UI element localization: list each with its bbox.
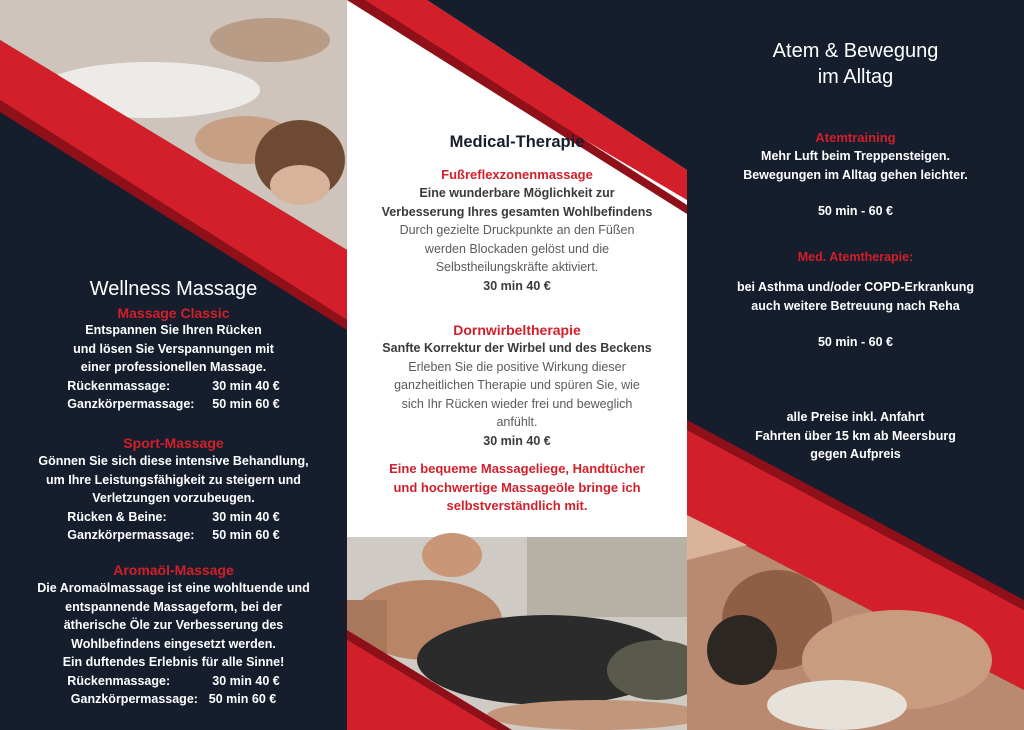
sport-line: Verletzungen vorzubeugen. — [92, 491, 255, 505]
aroma-line: ätherische Öle zur Verbesserung des — [63, 618, 284, 632]
classic-line: Entspannen Sie Ihren Rücken — [85, 323, 262, 337]
med-atem-section — [687, 248, 1024, 352]
fuss-price: 30 min 40 € — [483, 278, 551, 293]
classic-line: und lösen Sie Verspannungen mit — [73, 341, 274, 356]
info-line: Fahrten über 15 km ab Meersburg — [755, 428, 956, 443]
medical-heading: Medical-Therapie — [449, 133, 585, 151]
info-line: gegen Aufpreis — [810, 447, 901, 461]
fuss-title: Fußreflexzonenmassage — [441, 167, 593, 182]
aroma-line: entspannende Massageform, bei der — [65, 599, 282, 614]
atem-heading — [687, 38, 1024, 90]
aroma-line: Die Aromaölmassage ist eine wohltuende und — [37, 581, 310, 595]
dorn-title: Dornwirbeltherapie — [453, 322, 581, 338]
atemtraining-line: Mehr Luft beim Treppensteigen. — [761, 149, 950, 163]
right-background-graphic — [687, 0, 1024, 730]
fuss-bold-line: Eine wunderbare Möglichkeit zur — [419, 186, 615, 200]
sport-price-row: Rücken & Beine: 30 min 40 € — [67, 509, 280, 524]
middle-panel — [347, 0, 687, 730]
atem-heading-line: Atem & Bewegung — [772, 40, 939, 62]
note-line: Eine bequeme Massageliege, Handtücher — [389, 461, 645, 476]
sport-title: Sport-Massage — [123, 435, 224, 451]
dorn-line: ganzheitlichen Therapie und spüren Sie, wie — [394, 378, 640, 392]
note-line: und hochwertige Massageöle bringe ich — [393, 479, 641, 495]
classic-line: einer professionellen Massage. — [80, 360, 267, 374]
dorn-line: sich Ihr Rücken wieder frei und beweglich — [401, 396, 633, 411]
sport-line: Gönnen Sie sich diese intensive Behandlung, — [38, 454, 309, 468]
left-panel — [0, 0, 347, 730]
classic-title: Massage Classic — [117, 305, 230, 321]
dorn-line: Erleben Sie die positive Wirkung dieser — [408, 359, 626, 374]
aroma-price-row: Ganzkörpermassage: 50 min 60 € — [70, 692, 277, 706]
right-panel — [687, 0, 1024, 730]
med-atem-line: auch weitere Betreuung nach Reha — [751, 298, 960, 313]
med-atem-price: 50 min - 60 € — [817, 335, 894, 349]
aroma-line: Wohlbefindens eingesetzt werden. — [71, 636, 276, 651]
note-line: selbstverständlich mit. — [446, 498, 588, 513]
atemtraining-line: Bewegungen im Alltag gehen leichter. — [743, 167, 968, 182]
atemtraining-section — [687, 129, 1024, 221]
info-line: alle Preise inkl. Anfahrt — [786, 410, 925, 424]
sport-section — [0, 435, 347, 545]
fuss-line: Selbstheilungskräfte aktiviert. — [435, 260, 599, 274]
atem-heading-line: im Alltag — [817, 66, 894, 88]
dorn-price: 30 min 40 € — [483, 433, 551, 448]
atemtraining-title: Atemtraining — [815, 130, 896, 145]
fuss-line: Durch gezielte Druckpunkte an den Füßen — [399, 223, 635, 237]
info-section — [687, 408, 1024, 464]
classic-price-row: Ganzkörpermassage: 50 min 60 € — [67, 397, 280, 411]
aroma-section — [0, 562, 347, 709]
classic-price-row: Rückenmassage: 30 min 40 € — [67, 378, 280, 393]
fuss-bold-line: Verbesserung Ihres gesamten Wohlbefindens — [381, 204, 653, 219]
wellness-section — [0, 278, 347, 414]
aroma-price-row: Rückenmassage: 30 min 40 € — [67, 673, 280, 688]
wellness-heading: Wellness Massage — [89, 278, 258, 300]
medical-section — [347, 133, 687, 295]
fuss-line: werden Blockaden gelöst und die — [424, 241, 610, 256]
atemtraining-price: 50 min - 60 € — [817, 204, 894, 218]
dorn-section — [347, 321, 687, 450]
aroma-line: Ein duftendes Erlebnis für alle Sinne! — [62, 655, 285, 669]
equipment-note — [347, 460, 687, 516]
med-atem-title: Med. Atemtherapie: — [797, 250, 914, 264]
dorn-line: anfühlt. — [496, 415, 538, 429]
med-atem-line: bei Asthma und/oder COPD-Erkrankung — [736, 280, 975, 294]
sport-line: um Ihre Leistungsfähigkeit zu steigern und — [46, 472, 301, 487]
aroma-title: Aromaöl-Massage — [113, 562, 234, 578]
sport-price-row: Ganzkörpermassage: 50 min 60 € — [67, 528, 280, 542]
dorn-bold-line: Sanfte Korrektur der Wirbel und des Beckens — [382, 341, 652, 355]
